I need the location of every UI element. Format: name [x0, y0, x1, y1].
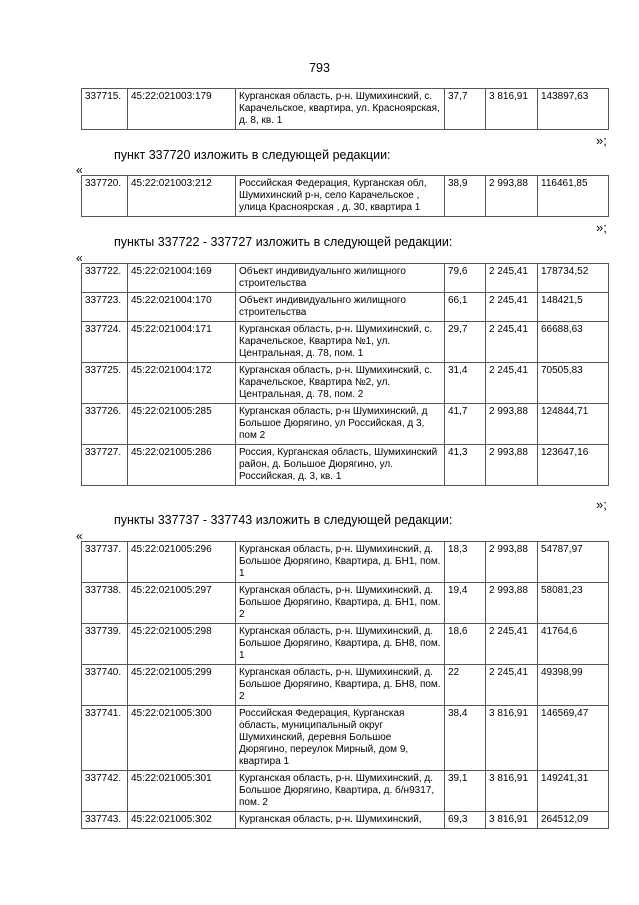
address: Курганская область, р-н. Шумихинский, д. Большое Дюрягино, Квартира, д. БН8, пом. 2 — [236, 665, 445, 706]
address: Курганская область, р-н. Шумихинский, д. Большое Дюрягино, Квартира, д. БН8, пом. 1 — [236, 624, 445, 665]
total-value: 143897,63 — [538, 89, 609, 130]
total-value: 54787,97 — [538, 542, 609, 583]
cadastral-number: 45:22:021005:285 — [128, 404, 236, 445]
table-row — [82, 542, 609, 583]
address: Курганская область, р-н. Шумихинский, д. Большое Дюрягино, Квартира, д. БН1, пом. 1 — [236, 542, 445, 583]
opening-quote: « — [76, 251, 83, 265]
address: Курганская область, р-н. Шумихинский, с. Карачельское, Квартира №2, ул. Центральная, д. 78, пом. 2 — [236, 363, 445, 404]
section-intro: пункт 337720 изложить в следующей редакции: — [114, 148, 391, 162]
closing-quote: »; — [596, 497, 607, 512]
property-table-2 — [81, 175, 609, 217]
table-row — [82, 176, 609, 217]
cost-per-unit: 3 816,91 — [486, 812, 538, 829]
area: 69,3 — [445, 812, 486, 829]
address: Курганская область, р-н. Шумихинский, д. Большое Дюрягино, Квартира, д. б/н9317, пом. 2 — [236, 771, 445, 812]
address: Курганская область, р-н Шумихинский, д Большое Дюрягино, ул Российская, д 3, пом 2 — [236, 404, 445, 445]
opening-quote: « — [76, 163, 83, 177]
property-table-1 — [81, 88, 609, 130]
row-number: 337715. — [82, 89, 128, 130]
row-number: 337737. — [82, 542, 128, 583]
cadastral-number: 45:22:021005:300 — [128, 706, 236, 771]
area: 31,4 — [445, 363, 486, 404]
row-number: 337739. — [82, 624, 128, 665]
total-value: 149241,31 — [538, 771, 609, 812]
total-value: 124844,71 — [538, 404, 609, 445]
cost-per-unit: 3 816,91 — [486, 771, 538, 812]
page-number: 793 — [309, 61, 330, 75]
address: Курганская область, р-н. Шумихинский, д. Большое Дюрягино, Квартира, д. БН1, пом. 2 — [236, 583, 445, 624]
total-value: 41764,6 — [538, 624, 609, 665]
area: 38,4 — [445, 706, 486, 771]
row-number: 337726. — [82, 404, 128, 445]
total-value: 148421,5 — [538, 293, 609, 322]
cadastral-number: 45:22:021005:298 — [128, 624, 236, 665]
cost-per-unit: 2 993,88 — [486, 176, 538, 217]
cadastral-number: 45:22:021005:301 — [128, 771, 236, 812]
address: Российская Федерация, Курганская область, муниципальный округ Шумихинский, деревня Большое Дюрягино, переулок Мирный, дом 9, квартира 1 — [236, 706, 445, 771]
cadastral-number: 45:22:021003:179 — [128, 89, 236, 130]
table-row — [82, 404, 609, 445]
total-value: 264512,09 — [538, 812, 609, 829]
area: 18,3 — [445, 542, 486, 583]
cadastral-number: 45:22:021004:170 — [128, 293, 236, 322]
total-value: 70505,83 — [538, 363, 609, 404]
area: 79,6 — [445, 264, 486, 293]
address: Курганская область, р-н. Шумихинский, — [236, 812, 445, 829]
row-number: 337738. — [82, 583, 128, 624]
cost-per-unit: 2 245,41 — [486, 293, 538, 322]
area: 41,3 — [445, 445, 486, 486]
cost-per-unit: 2 993,88 — [486, 542, 538, 583]
row-number: 337743. — [82, 812, 128, 829]
area: 29,7 — [445, 322, 486, 363]
table-row — [82, 583, 609, 624]
address: Объект индивидуальнго жилищного строительства — [236, 264, 445, 293]
total-value: 178734,52 — [538, 264, 609, 293]
address: Российская Федерация, Курганская обл, Шумихинский р-н, село Карачельское , улица Красноярская , д. 30, квартира 1 — [236, 176, 445, 217]
table-row — [82, 624, 609, 665]
opening-quote: « — [76, 529, 83, 543]
total-value: 146569,47 — [538, 706, 609, 771]
table-row — [82, 665, 609, 706]
table-row — [82, 706, 609, 771]
cost-per-unit: 2 245,41 — [486, 322, 538, 363]
table-row — [82, 812, 609, 829]
address: Объект индивидуальнго жилищного строительства — [236, 293, 445, 322]
section-intro: пункты 337737 - 337743 изложить в следующей редакции: — [114, 513, 453, 527]
table-row — [82, 322, 609, 363]
row-number: 337727. — [82, 445, 128, 486]
cost-per-unit: 3 816,91 — [486, 89, 538, 130]
cost-per-unit: 2 993,88 — [486, 445, 538, 486]
property-table-4 — [81, 541, 609, 829]
total-value: 116461,85 — [538, 176, 609, 217]
cadastral-number: 45:22:021005:299 — [128, 665, 236, 706]
area: 41,7 — [445, 404, 486, 445]
table-row — [82, 264, 609, 293]
cadastral-number: 45:22:021003:212 — [128, 176, 236, 217]
row-number: 337720. — [82, 176, 128, 217]
cadastral-number: 45:22:021005:296 — [128, 542, 236, 583]
row-number: 337740. — [82, 665, 128, 706]
table-row — [82, 445, 609, 486]
table-row — [82, 363, 609, 404]
total-value: 66688,63 — [538, 322, 609, 363]
row-number: 337725. — [82, 363, 128, 404]
total-value: 123647,16 — [538, 445, 609, 486]
table-row — [82, 771, 609, 812]
area: 39,1 — [445, 771, 486, 812]
area: 38,9 — [445, 176, 486, 217]
row-number: 337741. — [82, 706, 128, 771]
area: 18,6 — [445, 624, 486, 665]
table-row — [82, 89, 609, 130]
cost-per-unit: 2 245,41 — [486, 264, 538, 293]
address: Курганская область, р-н. Шумихинский, с. Карачельское, квартира, ул. Красноярская, д. 8, кв. 1 — [236, 89, 445, 130]
area: 19,4 — [445, 583, 486, 624]
cadastral-number: 45:22:021004:171 — [128, 322, 236, 363]
cadastral-number: 45:22:021005:286 — [128, 445, 236, 486]
total-value: 49398,99 — [538, 665, 609, 706]
table-row — [82, 293, 609, 322]
row-number: 337724. — [82, 322, 128, 363]
cadastral-number: 45:22:021005:302 — [128, 812, 236, 829]
area: 22 — [445, 665, 486, 706]
cost-per-unit: 2 993,88 — [486, 404, 538, 445]
cost-per-unit: 2 245,41 — [486, 363, 538, 404]
cost-per-unit: 2 993,88 — [486, 583, 538, 624]
row-number: 337723. — [82, 293, 128, 322]
property-table-3 — [81, 263, 609, 486]
row-number: 337722. — [82, 264, 128, 293]
area: 66,1 — [445, 293, 486, 322]
closing-quote: »; — [596, 133, 607, 148]
address: Курганская область, р-н. Шумихинский, с. Карачельское, Квартира №1, ул. Центральная, д. 78, пом. 1 — [236, 322, 445, 363]
cadastral-number: 45:22:021004:172 — [128, 363, 236, 404]
address: Россия, Курганская область, Шумихинский район, д. Большое Дюрягино, ул. Российская, д. 3, кв. 1 — [236, 445, 445, 486]
closing-quote: »; — [596, 220, 607, 235]
cost-per-unit: 2 245,41 — [486, 624, 538, 665]
cost-per-unit: 2 245,41 — [486, 665, 538, 706]
cadastral-number: 45:22:021005:297 — [128, 583, 236, 624]
total-value: 58081,23 — [538, 583, 609, 624]
row-number: 337742. — [82, 771, 128, 812]
area: 37,7 — [445, 89, 486, 130]
cadastral-number: 45:22:021004:169 — [128, 264, 236, 293]
section-intro: пункты 337722 - 337727 изложить в следующей редакции: — [114, 235, 453, 249]
cost-per-unit: 3 816,91 — [486, 706, 538, 771]
